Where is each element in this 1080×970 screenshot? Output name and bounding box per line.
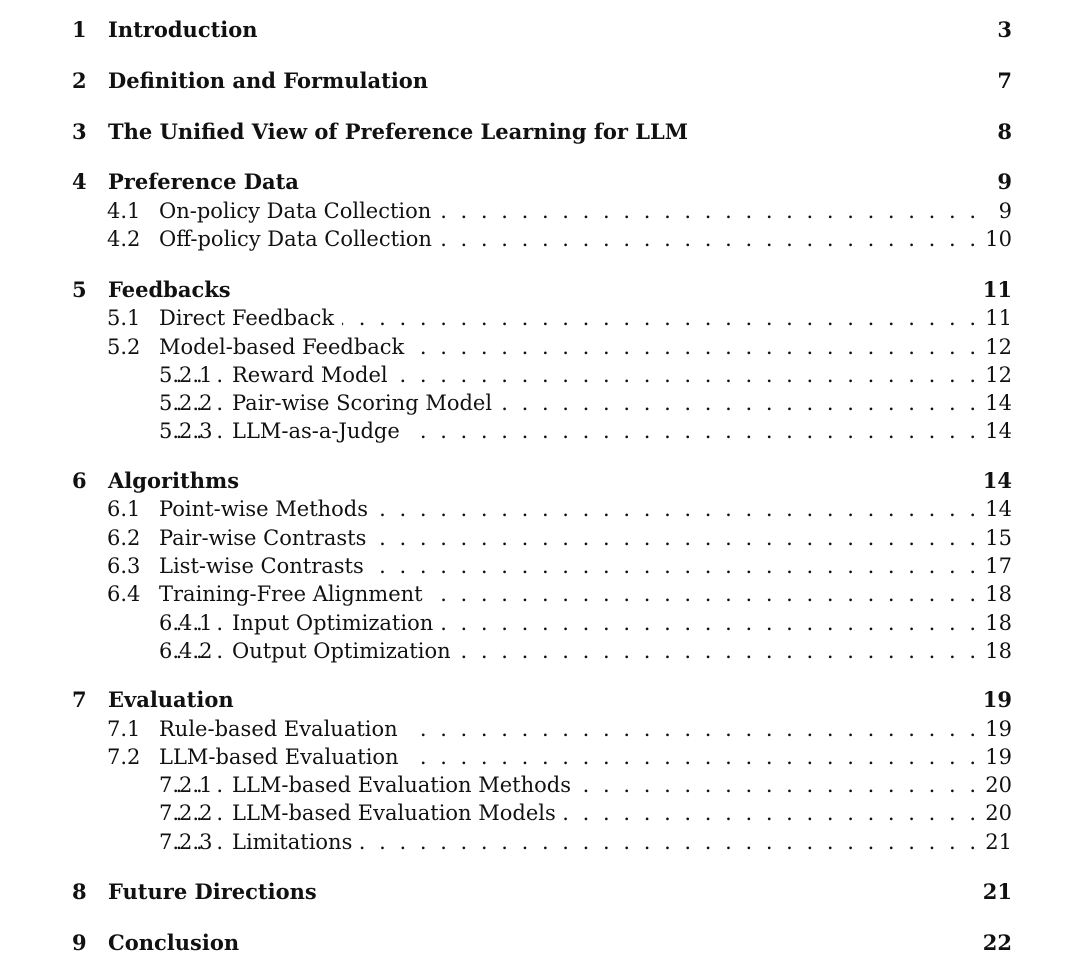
toc-subsection-entry[interactable] xyxy=(0,224,1080,254)
toc-entry-page-number[interactable]: 19 xyxy=(982,687,1012,712)
toc-entry-page-number[interactable]: 20 xyxy=(985,773,1012,797)
toc-entry-number: 6 xyxy=(72,468,87,493)
toc-entry-page-number[interactable]: 17 xyxy=(985,554,1012,578)
toc-entry-title[interactable]: Preference Data xyxy=(108,167,307,197)
toc-entry-title[interactable]: LLM-based Evaluation xyxy=(159,742,407,772)
toc-entry-page-number[interactable]: 20 xyxy=(985,801,1012,825)
toc-entry-number: 5.1 xyxy=(107,306,141,330)
toc-entry-title[interactable]: LLM-based Evaluation Methods xyxy=(232,770,579,800)
toc-entry-title[interactable]: Model-based Feedback xyxy=(159,332,412,362)
toc-entry-page-number[interactable]: 21 xyxy=(985,830,1012,854)
toc-section-entry[interactable] xyxy=(0,685,1080,715)
toc-entry-title[interactable]: Evaluation xyxy=(108,685,242,715)
toc-entry-page-number[interactable]: 21 xyxy=(982,879,1012,904)
toc-entry-title[interactable]: Direct Feedback xyxy=(159,303,342,333)
toc-subsection-entry[interactable] xyxy=(0,551,1080,581)
toc-entry-number: 7.1 xyxy=(107,717,141,741)
toc-entry-page-number[interactable]: 19 xyxy=(985,717,1012,741)
toc-entry-title[interactable]: Pair-wise Contrasts xyxy=(159,523,374,553)
toc-entry-page-number[interactable]: 11 xyxy=(985,306,1012,330)
toc-entry-number: 8 xyxy=(72,879,87,904)
toc-entry-number: 6.1 xyxy=(107,497,141,521)
toc-entry-page-number[interactable]: 12 xyxy=(985,363,1012,387)
toc-subsection-entry[interactable] xyxy=(0,523,1080,553)
toc-entry-number: 6.4.1 xyxy=(159,611,213,635)
toc-section-entry[interactable] xyxy=(0,117,1080,147)
toc-entry-title[interactable]: Future Directions xyxy=(108,877,325,907)
toc-section-entry[interactable] xyxy=(0,15,1080,45)
toc-entry-number: 7.2.3 xyxy=(159,830,213,854)
toc-entry-number: 5.2.2 xyxy=(159,391,213,415)
toc-entry-page-number[interactable]: 10 xyxy=(985,227,1012,251)
toc-entry-page-number[interactable]: 18 xyxy=(985,639,1012,663)
toc-section-entry[interactable] xyxy=(0,167,1080,197)
toc-entry-number: 7.2 xyxy=(107,745,141,769)
toc-section-entry[interactable] xyxy=(0,928,1080,958)
toc-entry-title[interactable]: List-wise Contrasts xyxy=(159,551,372,581)
toc-entry-title[interactable]: Reward Model xyxy=(232,360,396,390)
toc-entry-title[interactable]: Point-wise Methods xyxy=(159,494,376,524)
toc-entry-title[interactable]: Limitations xyxy=(232,827,360,857)
toc-subsection-entry[interactable] xyxy=(0,798,1080,828)
toc-entry-title[interactable]: Feedbacks xyxy=(108,275,239,305)
toc-entry-page-number[interactable]: 14 xyxy=(985,497,1012,521)
toc-entry-number: 5 xyxy=(72,277,87,302)
toc-entry-title[interactable]: Rule-based Evaluation xyxy=(159,714,406,744)
toc-section-entry[interactable] xyxy=(0,66,1080,96)
toc-entry-number: 6.3 xyxy=(107,554,141,578)
toc-entry-page-number[interactable]: 12 xyxy=(985,335,1012,359)
toc-entry-page-number[interactable]: 3 xyxy=(997,17,1012,42)
toc-subsection-entry[interactable] xyxy=(0,579,1080,609)
toc-entry-title[interactable]: Off-policy Data Collection xyxy=(159,224,440,254)
toc-entry-page-number[interactable]: 15 xyxy=(985,526,1012,550)
toc-subsection-entry[interactable] xyxy=(0,360,1080,390)
toc-entry-title[interactable]: Algorithms xyxy=(108,466,247,496)
toc-entry-title[interactable]: LLM-based Evaluation Models xyxy=(232,798,564,828)
toc-entry-number: 6.4 xyxy=(107,582,141,606)
toc-section-entry[interactable] xyxy=(0,466,1080,496)
toc-entry-page-number[interactable]: 18 xyxy=(985,582,1012,606)
toc-subsection-entry[interactable] xyxy=(0,303,1080,333)
toc-entry-page-number[interactable]: 14 xyxy=(985,391,1012,415)
toc-subsection-entry[interactable] xyxy=(0,608,1080,638)
toc-entry-title[interactable]: LLM-as-a-Judge xyxy=(232,416,408,446)
toc-subsection-entry[interactable] xyxy=(0,196,1080,226)
toc-entry-page-number[interactable]: 18 xyxy=(985,611,1012,635)
toc-entry-number: 3 xyxy=(72,119,87,144)
toc-entry-number: 5.2 xyxy=(107,335,141,359)
toc-subsection-entry[interactable] xyxy=(0,770,1080,800)
toc-entry-number: 7.2.2 xyxy=(159,801,213,825)
toc-entry-number: 7.2.1 xyxy=(159,773,213,797)
toc-entry-title[interactable]: Input Optimization xyxy=(232,608,441,638)
toc-entry-page-number[interactable]: 14 xyxy=(985,419,1012,443)
toc-entry-title[interactable]: Definition and Formulation xyxy=(108,66,436,96)
toc-entry-page-number[interactable]: 7 xyxy=(997,68,1012,93)
toc-entry-title[interactable]: Conclusion xyxy=(108,928,247,958)
toc-subsection-entry[interactable] xyxy=(0,416,1080,446)
toc-entry-title[interactable]: Pair-wise Scoring Model xyxy=(232,388,500,418)
toc-entry-number: 6.2 xyxy=(107,526,141,550)
toc-entry-page-number[interactable]: 8 xyxy=(997,119,1012,144)
toc-entry-title[interactable]: On-policy Data Collection xyxy=(159,196,439,226)
toc-entry-page-number[interactable]: 9 xyxy=(998,199,1012,223)
toc-entry-number: 4 xyxy=(72,169,87,194)
toc-subsection-entry[interactable] xyxy=(0,742,1080,772)
toc-section-entry[interactable] xyxy=(0,275,1080,305)
toc-entry-number: 5.2.3 xyxy=(159,419,213,443)
toc-entry-number: 4.2 xyxy=(107,227,141,251)
toc-entry-page-number[interactable]: 22 xyxy=(982,930,1012,955)
toc-entry-page-number[interactable]: 14 xyxy=(982,468,1012,493)
toc-entry-title[interactable]: Introduction xyxy=(108,15,266,45)
toc-entry-number: 6.4.2 xyxy=(159,639,213,663)
toc-entry-title[interactable]: The Unified View of Preference Learning for LLM xyxy=(108,117,696,147)
toc-section-entry[interactable] xyxy=(0,877,1080,907)
toc-entry-page-number[interactable]: 11 xyxy=(982,277,1012,302)
toc-subsection-entry[interactable] xyxy=(0,332,1080,362)
toc-entry-page-number[interactable]: 9 xyxy=(997,169,1012,194)
toc-entry-title[interactable]: Output Optimization xyxy=(232,636,459,666)
toc-entry-number: 7 xyxy=(72,687,87,712)
toc-entry-number: 4.1 xyxy=(107,199,141,223)
toc-entry-number: 5.2.1 xyxy=(159,363,213,387)
toc-entry-number: 2 xyxy=(72,68,87,93)
toc-subsection-entry[interactable] xyxy=(0,827,1080,857)
toc-subsection-entry[interactable] xyxy=(0,494,1080,524)
toc-entry-number: 9 xyxy=(72,930,87,955)
toc-entry-number: 1 xyxy=(72,17,87,42)
toc-entry-page-number[interactable]: 19 xyxy=(985,745,1012,769)
toc-subsection-entry[interactable] xyxy=(0,636,1080,666)
toc-entry-title[interactable]: Training-Free Alignment xyxy=(159,579,431,609)
toc-subsection-entry[interactable] xyxy=(0,388,1080,418)
toc-subsection-entry[interactable] xyxy=(0,714,1080,744)
